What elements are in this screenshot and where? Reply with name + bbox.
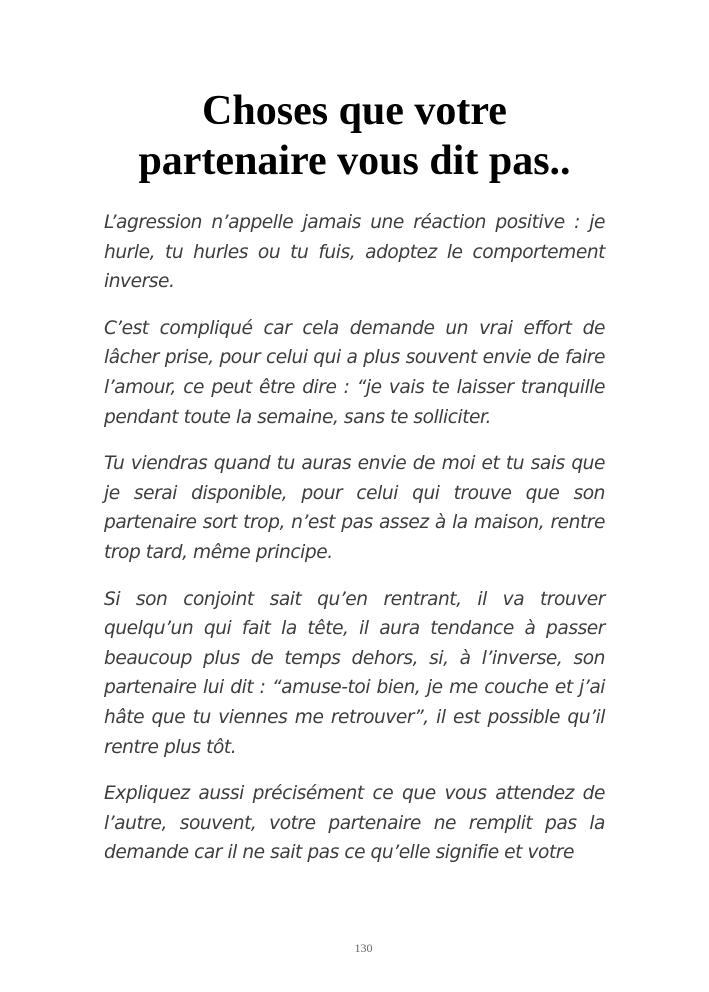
page-title (60, 86, 649, 186)
page-number: 130 (354, 941, 373, 955)
body-text (104, 208, 605, 885)
paragraph-1: L’agression n’appelle jamais une réaction positive : je hurle, tu hurles ou tu fuis, adoptez le comportement inverse. (104, 212, 605, 293)
paragraph-4: Si son conjoint sait qu’en rentrant, il va trouver quelqu’un qui fait la tête, il aura tendance à passer beaucoup plus de temps dehors, si, à l’inverse, son partenaire lui dit : “amuse-toi bien, je me couche et j’ai hâte que tu viennes me retrouver”, il est possible qu’il rentre plus tôt. (104, 588, 605, 758)
paragraph-5: Expliquez aussi précisément ce que vous attendez de l’autre, souvent, votre partenaire ne remplit pas la demande car il ne sait pas ce qu’elle signifie et votre (104, 783, 605, 864)
page-title-line-1: Choses que votre (202, 88, 507, 134)
paragraph-2: C’est compliqué car cela demande un vrai effort de lâcher prise, pour celui qui a plus souvent envie de faire l’amour, ce peut être dire : “je vais te laisser tranquille pendant toute la semaine, sans te solliciter. (104, 317, 605, 428)
page-title-line-2: partenaire vous dit pas.. (138, 138, 571, 184)
paragraph-3: Tu viendras quand tu auras envie de moi et tu sais que je serai disponible, pour celui qui trouve que son partenaire sort trop, n’est pas assez à la maison, rentre trop tard, même principe. (104, 453, 605, 563)
